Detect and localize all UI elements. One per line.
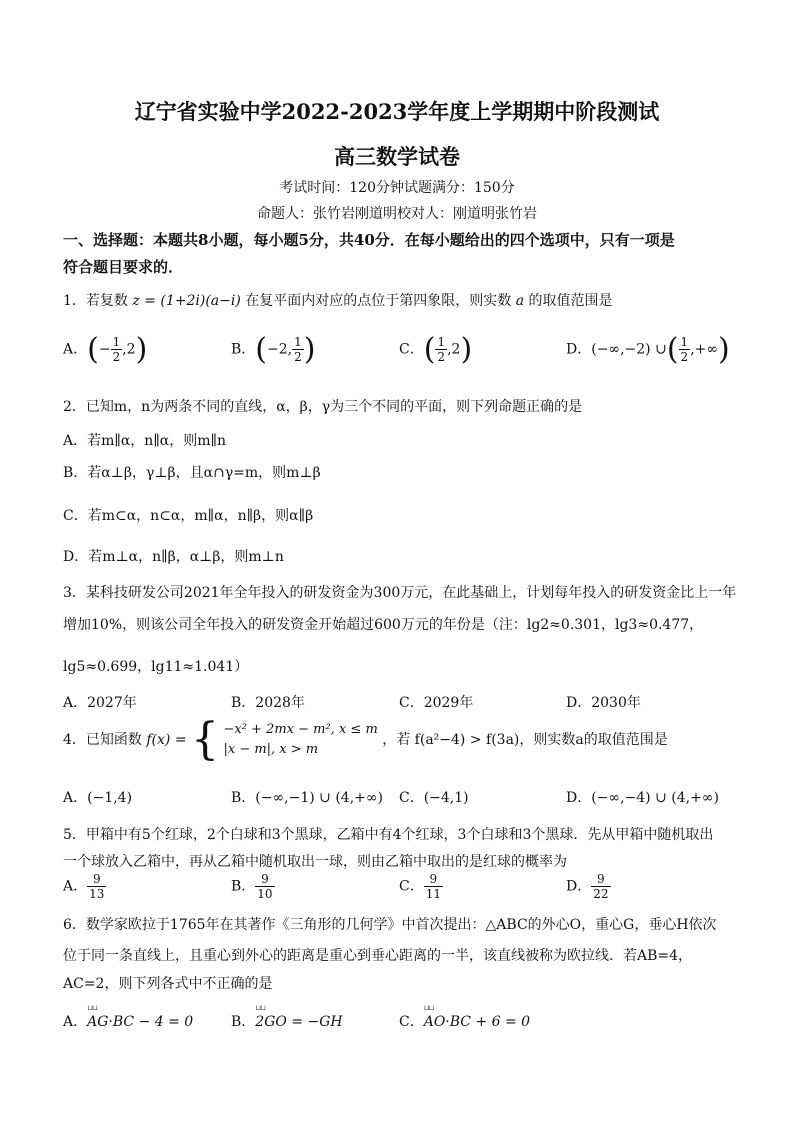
q1-option-c-label: C． [399, 341, 424, 358]
q1-a-pre: − [98, 341, 111, 358]
q1-d-den: 2 [680, 350, 689, 364]
exam-title: 辽宁省实验中学2022-2023学年度上学期期中阶段测试 [134, 99, 660, 124]
exam-authors: 命题人：张竹岩刚道明校对人：刚道明张竹岩 [257, 206, 537, 222]
q1-option-a-label: A． [63, 341, 88, 358]
q5-c-num: 9 [424, 872, 443, 887]
q5-b-num: 9 [255, 872, 274, 887]
q1-option-d-label: D． [566, 341, 592, 358]
q3-option-d[interactable]: D．2030年 [566, 695, 641, 711]
q6-option-c-label: C． [399, 1014, 424, 1030]
q1-option-c[interactable]: C．( $\frac{1}{2}$ ,2) [399, 332, 473, 367]
q1-b-den: 2 [294, 350, 302, 364]
q5-a-fraction [87, 872, 106, 901]
q1-a-post: ,2 [122, 341, 136, 358]
q5-d-den: 22 [593, 887, 609, 901]
question-4-stem [63, 714, 668, 765]
q4-option-a[interactable]: A．(−1,4) [63, 790, 133, 806]
q5-option-b[interactable] [231, 872, 275, 901]
question-3-line1: 3．某科技研发公司2021年全年投入的研发资金为300万元，在此基础上，计划每年投入的研发资金比上一年 [63, 585, 737, 601]
question-3-line2: 增加10%，则该公司全年投入的研发资金开始超过600万元的年份是（注：lg2≈0.301，lg3≈0.477， [63, 617, 704, 633]
q6-c-expression: ⊔⊔ AO·BC + 6 = 0 [424, 1014, 530, 1030]
q5-option-c-label: C． [399, 878, 424, 895]
q1-c-num: 1 [437, 335, 446, 349]
q5-option-d[interactable] [566, 872, 611, 901]
q2-option-c[interactable]: C．若m⊂α，n⊂α，m∥α，n∥β，则α∥β [63, 508, 314, 524]
q1-d-num: 1 [680, 335, 689, 349]
q1-b-fraction [292, 335, 304, 364]
q1-c-den: 2 [437, 350, 446, 364]
q5-option-a-label: A． [63, 878, 88, 895]
q1-stem-part-a: 1．若复数 [63, 293, 128, 309]
q6-option-b-label: B． [231, 1014, 256, 1030]
piecewise-brace-icon: { [191, 714, 220, 765]
q3-option-b[interactable]: B．2028年 [231, 695, 305, 711]
q1-d-post: ,+∞ [690, 341, 719, 358]
q5-c-den: 11 [425, 887, 441, 901]
question-3-line3: lg5≈0.699，lg11≈1.041） [63, 659, 249, 675]
q1-stem-part-b: 在复平面内对应的点位于第四象限，则实数 [245, 293, 512, 309]
section-heading-line1: 一、选择题：本题共8小题，每小题5分，共40分．在每小题给出的四个选项中，只有一项是 [63, 231, 675, 249]
q3-option-a[interactable]: A．2027年 [63, 695, 137, 711]
question-6-line2: 位于同一条直线上，且重心到外心的距离是重心到垂心距离的一半，该直线被称为欧拉线．若AB=4， [63, 948, 693, 964]
q5-option-b-label: B． [231, 878, 256, 895]
q5-d-num: 9 [591, 872, 610, 887]
question-2-stem: 2．已知m，n为两条不同的直线，α，β，γ为三个不同的平面，则下列命题正确的是 [63, 399, 583, 415]
q4-stem-part-a: 4．已知函数 [63, 732, 142, 748]
q5-option-d-label: D． [566, 878, 592, 895]
q1-variable: a [515, 293, 525, 309]
q5-b-fraction [255, 872, 274, 901]
q1-option-b[interactable]: B．(−2, $\frac{1}{2}$ ) [231, 332, 316, 367]
q1-d-fraction [679, 335, 691, 364]
question-5-line2: 一个球放入乙箱中，再从乙箱中随机取出一球，则由乙箱中取出的是红球的概率为 [63, 854, 567, 870]
q1-d-pre: (−∞,−2) ∪ [591, 341, 667, 358]
q6-option-c[interactable] [399, 1011, 530, 1031]
q5-a-num: 9 [87, 872, 106, 887]
q2-option-a[interactable]: A．若m∥α，n∥α，则m∥n [63, 433, 227, 449]
exam-subtitle: 高三数学试卷 [334, 144, 460, 169]
q6-option-a-label: A． [63, 1014, 88, 1030]
q1-option-a[interactable]: A．(− $\frac{1}{2}$ ,2) [63, 332, 148, 367]
q5-c-fraction [424, 872, 443, 901]
q6-option-a[interactable] [63, 1011, 193, 1031]
question-1-stem [63, 290, 613, 310]
q1-a-den: 2 [112, 350, 121, 364]
q1-option-b-label: B． [231, 341, 256, 358]
q4-piece-1: −x² + 2mx − m², x ≤ m [223, 722, 378, 737]
question-5-line1: 5．甲箱中有5个红球，2个白球和3个黑球，乙箱中有4个红球，3个白球和3个黑球．先从甲箱中随机取出 [63, 827, 714, 843]
q2-option-d[interactable]: D．若m⊥α，n∥β，α⊥β，则m⊥n [63, 549, 284, 565]
q4-function-label: f(x) = [146, 732, 187, 748]
q1-a-num: 1 [112, 335, 121, 349]
q5-a-den: 13 [89, 887, 105, 901]
q4-stem-part-b: ，若 f(a²−4) > f(3a)，则实数a的取值范围是 [382, 732, 668, 748]
question-6-line1: 6．数学家欧拉于1765年在其著作《三角形的几何学》中首次提出：△ABC的外心O，重心G，垂心H依次 [63, 917, 717, 933]
q6-b-expression: ⊔⊔ 2GO = −GH [255, 1014, 342, 1030]
q4-piecewise [223, 720, 377, 760]
q4-option-b[interactable]: B．(−∞,−1) ∪ (4,+∞) [231, 790, 383, 806]
q5-b-den: 10 [257, 887, 273, 901]
question-6-line3: AC=2，则下列各式中不正确的是 [63, 976, 273, 992]
q4-option-d[interactable]: D．(−∞,−4) ∪ (4,+∞) [566, 790, 719, 806]
q1-option-d[interactable]: D．(−∞,−2) ∪( $\frac{1}{2}$ ,+∞) [566, 332, 730, 367]
q1-c-post: ,2 [447, 341, 461, 358]
section-heading-line2: 符合题目要求的． [63, 258, 184, 276]
q3-option-c[interactable]: C．2029年 [399, 695, 474, 711]
q1-b-pre: −2, [267, 341, 293, 358]
q4-option-c[interactable]: C．(−4,1) [399, 790, 469, 806]
exam-info: 考试时间：120分钟试题满分：150分 [279, 180, 515, 196]
q5-d-fraction [591, 872, 610, 901]
q2-option-b[interactable]: B．若α⊥β，γ⊥β，且α∩γ=m，则m⊥β [63, 465, 321, 481]
q1-a-fraction [111, 335, 123, 364]
q5-option-a[interactable] [63, 872, 106, 901]
q4-piece-2: |x − m|, x > m [223, 742, 319, 757]
q6-option-b[interactable] [231, 1011, 343, 1031]
q1-b-num: 1 [294, 335, 302, 349]
q5-option-c[interactable] [399, 872, 443, 901]
q6-a-expression: ⊔⊔ AG·BC − 4 = 0 [87, 1014, 193, 1030]
q1-stem-part-c: 的取值范围是 [528, 293, 613, 309]
q1-c-fraction [435, 335, 447, 364]
q1-expression: z = (1+2i)(a−i) [132, 293, 241, 309]
